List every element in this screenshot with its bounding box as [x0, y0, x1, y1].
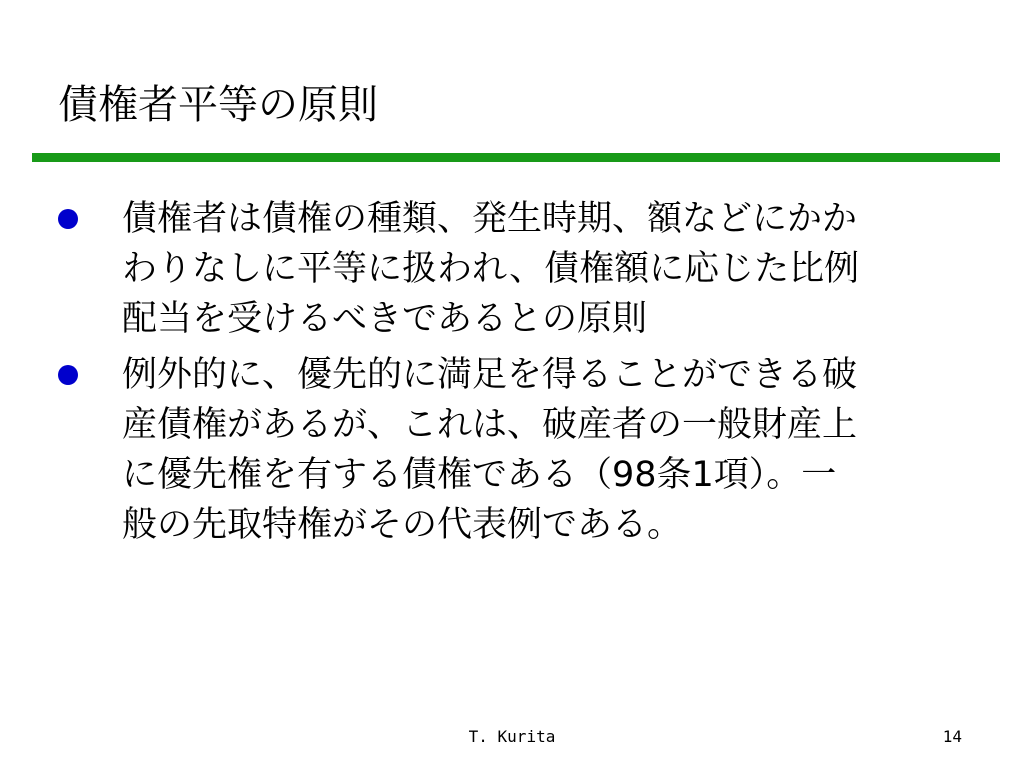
- bullet-text-line: に優先権を有する債権である（98条1項）。一: [122, 455, 837, 495]
- bullet-text-line: 債権者は債権の種類、発生時期、額などにかか: [122, 199, 858, 239]
- bullet-text-line: 産債権があるが、これは、破産者の一般財産上: [122, 405, 858, 445]
- bullet-text-line: 例外的に、優先的に満足を得ることができる破: [122, 355, 858, 395]
- title-underline-bar: [32, 153, 1000, 162]
- bullet-dot-icon: [58, 209, 78, 229]
- slide-title: 債権者平等の原則: [58, 82, 378, 128]
- bullet-list: [0, 194, 1024, 556]
- bullet-text: [122, 350, 962, 550]
- bullet-text-line: わりなしに平等に扱われ、債権額に応じた比例: [122, 249, 860, 289]
- bullet-dot-icon: [58, 365, 78, 385]
- bullet-text: [122, 194, 962, 344]
- page-number: 14: [942, 727, 962, 746]
- list-item: [0, 194, 1024, 344]
- bullet-text-line: 配当を受けるべきであるとの原則: [122, 299, 648, 339]
- footer-author: T. Kurita: [468, 727, 556, 746]
- bullet-text-line: 般の先取特権がその代表例である。: [122, 505, 683, 545]
- list-item: [0, 350, 1024, 550]
